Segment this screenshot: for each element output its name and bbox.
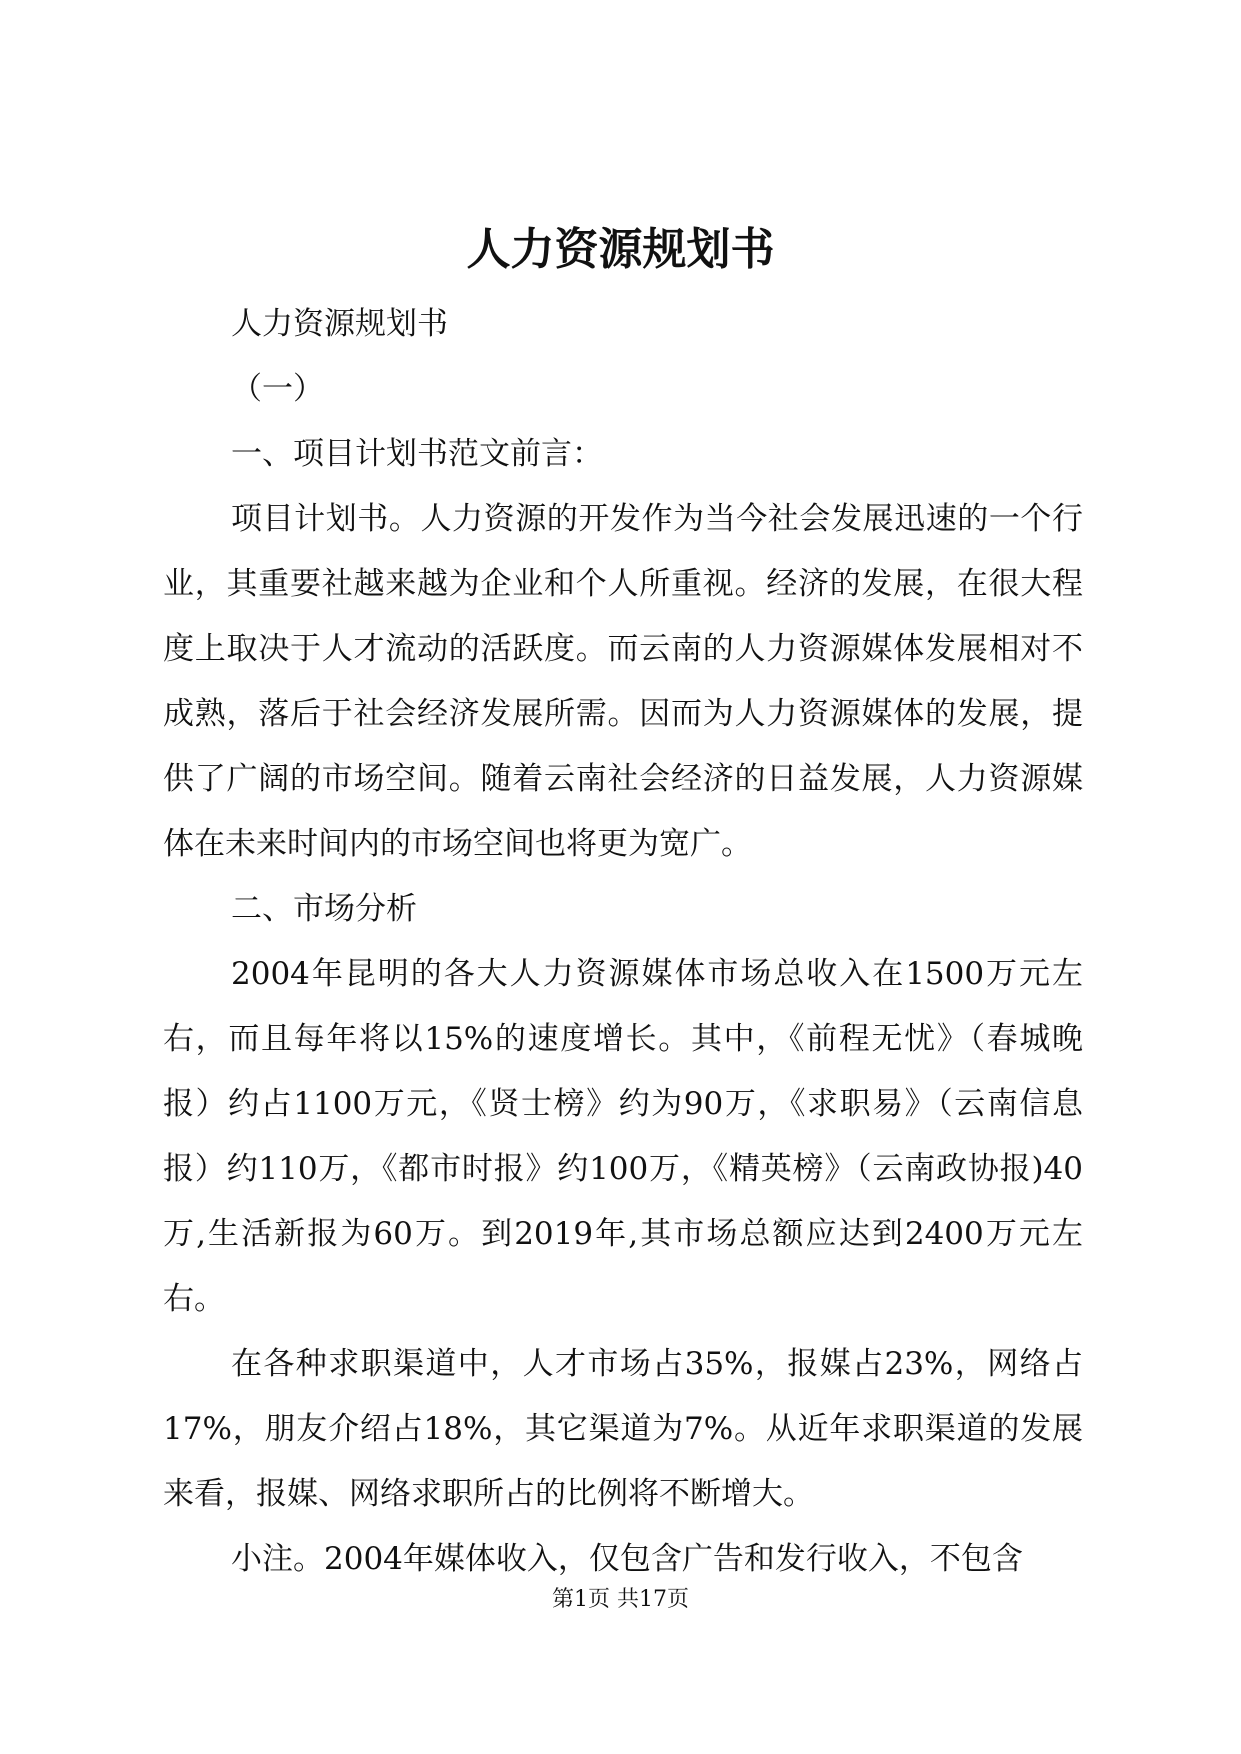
document-body: [163, 292, 1083, 1592]
paragraph-preface: 项目计划书。人力资源的开发作为当今社会发展迅速的一个行业，其重要社越来越为企业和个人所重视。经济的发展，在很大程度上取决于人才流动的活跃度。而云南的人力资源媒体发展相对不成熟，落后于社会经济发展所需。因而为人力资源媒体的发展，提供了广阔的市场空间。随着云南社会经济的日益发展，人力资源媒体在未来时间内的市场空间也将更为宽广。: [163, 501, 1083, 862]
paragraph-job-channels: 在各种求职渠道中，人才市场占35%，报媒占23%，网络占17%，朋友介绍占18%，其它渠道为7%。从近年求职渠道的发展来看，报媒、网络求职所占的比例将不断增大。: [163, 1346, 1083, 1512]
document-title: 人力资源规划书: [466, 224, 775, 275]
paragraph-heading-market: 二、市场分析: [231, 891, 417, 927]
paragraph-heading-preface: 一、项目计划书范文前言：: [231, 436, 603, 472]
paragraph-market-revenue: 2004年昆明的各大人力资源媒体市场总收入在1500万元左右，而且每年将以15%的速度增长。其中，《前程无忧》（春城晚报）约占1100万元，《贤士榜》约为90万，《求职易》（云南信息报）约110万，《都市时报》约100万，《精英榜》（云南政协报)40万,生活新报为60万。到2019年,其市场总额应达到2400万元左右。: [163, 956, 1083, 1317]
paragraph-subtitle: 人力资源规划书: [231, 306, 448, 342]
paragraph-note: 小注。2004年媒体收入，仅包含广告和发行收入，不包含: [231, 1541, 1023, 1577]
paragraph-part-marker: （一）: [231, 371, 324, 407]
page-footer: 第1页 共17页: [552, 1587, 689, 1612]
